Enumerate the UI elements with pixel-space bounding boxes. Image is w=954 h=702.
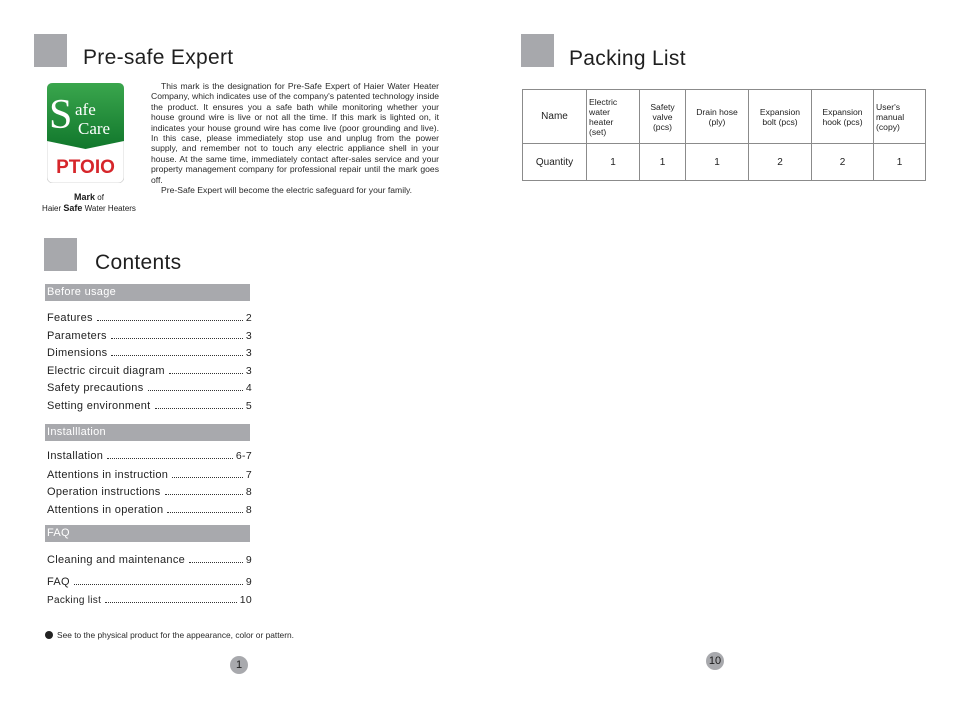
section-bar-before-usage: Before usage [45,284,250,301]
toc-item[interactable]: Features 2 [47,312,252,324]
toc-item[interactable]: Electric circuit diagram 3 [47,365,252,377]
caption-suffix: Water Heaters [84,204,136,213]
toc-item[interactable]: Safety precautions 4 [47,382,252,394]
table-row [523,90,926,144]
toc-item[interactable]: Attentions in instruction 7 [47,469,252,481]
table-cell: 1 [686,144,749,181]
packing-table [522,89,926,181]
table-row [523,144,926,181]
contents-title: Contents [95,251,182,274]
table-cell: Expansion bolt (pcs) [749,90,812,144]
section-marker [44,238,77,271]
presafe-description [151,81,439,195]
section-marker [521,34,554,67]
table-cell: Expansion hook (pcs) [812,90,874,144]
section-marker [34,34,67,67]
logo-brand-line1: afe [75,100,96,119]
page-number-right: 10 [706,652,724,670]
toc-item[interactable]: Attentions in operation 8 [47,504,252,516]
bullet-icon [45,631,53,639]
table-cell: Drain hose (ply) [686,90,749,144]
table-cell: 1 [874,144,926,181]
footnote [45,630,294,640]
page-number-left: 1 [230,656,248,674]
table-header-quantity: Quantity [523,144,587,181]
table-cell: 1 [640,144,686,181]
safe-care-logo [47,83,124,183]
table-header-name: Name [523,90,587,144]
presafe-paragraph-1: This mark is the designation for Pre-Safe Expert of Haier Water Heater Company, which indicates use of the company's patented technology inside the product. It ensures you a safe bath while monitoring whether your house ground wire is live or not all the time. If this mark is lighted on, it indicates your house ground wire has come live (poor grounding and live). In this case, please immediately stop use and unplug from the power supply, and remember not to touch any electric appliance shell in your house. At the same time, immediately contact after-sales service and your property management company for professional repair until the mark goes off. [151,81,439,185]
table-cell: Electric water heater (set) [587,90,640,144]
toc-item[interactable]: FAQ 9 [47,576,252,588]
table-cell: 2 [749,144,812,181]
section-bar-installation: Installlation [45,424,250,441]
toc-item[interactable]: Setting environment 5 [47,400,252,412]
section-bar-faq: FAQ [45,525,250,542]
logo-caption [33,192,145,214]
toc-item[interactable]: Operation instructions 8 [47,486,252,498]
table-cell: 2 [812,144,874,181]
packing-list-title: Packing List [569,47,686,70]
caption-of: of [97,193,104,202]
caption-safe: Safe [63,203,83,213]
table-cell: User's manual (copy) [874,90,926,144]
caption-mark: Mark [74,192,96,202]
toc-item[interactable]: Dimensions 3 [47,347,252,359]
logo-mark-text: PTOIO [56,157,115,178]
toc-item[interactable]: Installation 6-7 [47,450,252,462]
presafe-title: Pre-safe Expert [83,46,234,69]
footnote-text: See to the physical product for the appearance, color or pattern. [57,630,294,640]
toc-item[interactable]: Cleaning and maintenance 9 [47,554,252,566]
toc-item[interactable]: Packing list 10 [47,594,252,606]
caption-prefix: Haier [42,204,62,213]
svg-text:S: S [49,92,73,138]
table-cell: Safety valve (pcs) [640,90,686,144]
toc-item[interactable]: Parameters 3 [47,330,252,342]
table-cell: 1 [587,144,640,181]
logo-brand-line2: Care [78,119,111,138]
presafe-paragraph-2: Pre-Safe Expert will become the electric safeguard for your family. [161,185,413,196]
